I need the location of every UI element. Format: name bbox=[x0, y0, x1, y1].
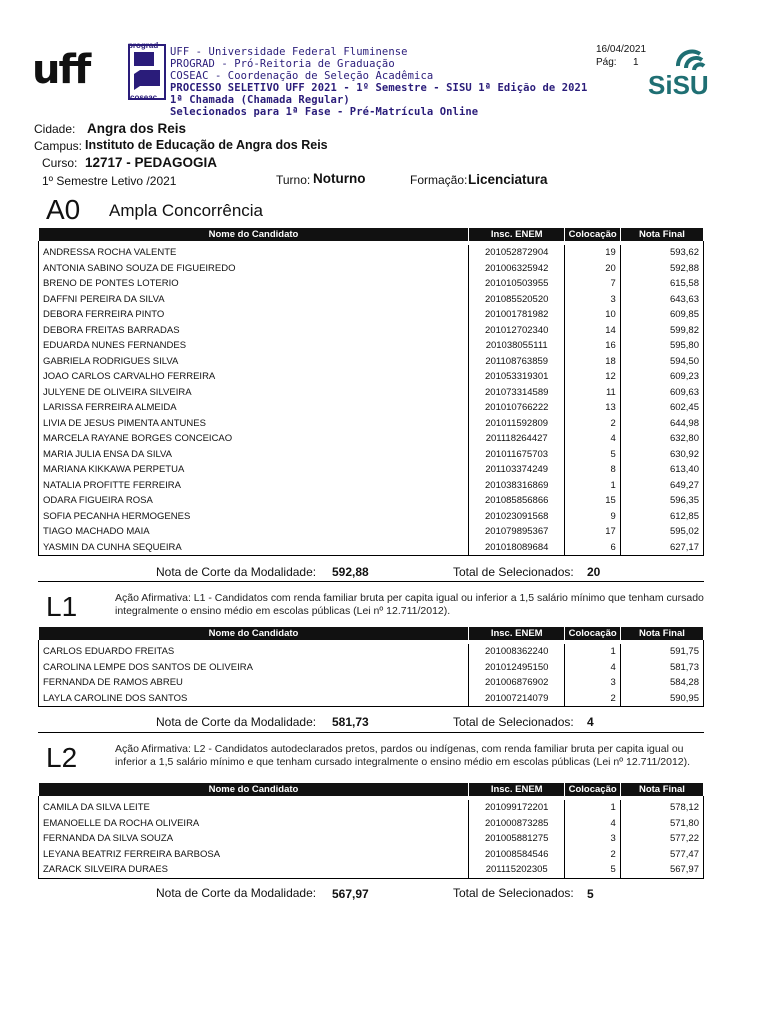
final-score: 577,22 bbox=[620, 831, 703, 847]
enem-inscription: 201079895367 bbox=[468, 524, 564, 540]
table-row bbox=[39, 447, 704, 463]
section-title-a0: Ampla Concorrência bbox=[109, 201, 264, 220]
candidate-name: EDUARDA NUNES FERNANDES bbox=[43, 340, 187, 351]
table-row bbox=[39, 245, 704, 261]
column-header-colocacao: Colocação bbox=[565, 627, 620, 641]
ranking-position: 4 bbox=[565, 431, 620, 447]
candidate-name: MARIANA KIKKAWA PERPETUA bbox=[43, 464, 185, 475]
section-title-l2: Ação Afirmativa: L2 - Candidatos autodeclarados pretos, pardos ou indígenas, com renda familiar bruta per capita igual ou inferior a 1,5 salário mínimo e que tenham cursado integralmente o ensino médio em escolas públicas (Lei nº 12.711/2012). bbox=[115, 743, 691, 768]
candidate-name: JOAO CARLOS CARVALHO FERREIRA bbox=[43, 371, 216, 382]
section-divider bbox=[38, 581, 704, 582]
enem-inscription: 201038055111 bbox=[468, 338, 564, 354]
enem-inscription: 201053319301 bbox=[468, 369, 564, 385]
total-value-l1: 4 bbox=[587, 715, 594, 729]
final-score: 595,02 bbox=[620, 524, 703, 540]
candidates-table-l2 bbox=[38, 782, 704, 879]
table-header-row bbox=[39, 783, 704, 797]
enem-inscription: 201010766222 bbox=[468, 400, 564, 416]
column-header-enem: Insc. ENEM bbox=[468, 228, 564, 242]
final-score: 592,88 bbox=[620, 261, 703, 277]
candidate-name: ODARA FIGUEIRA ROSA bbox=[43, 495, 153, 506]
enem-inscription: 201012702340 bbox=[468, 323, 564, 339]
ranking-position: 14 bbox=[565, 323, 620, 339]
ranking-position: 15 bbox=[565, 493, 620, 509]
final-score: 602,45 bbox=[620, 400, 703, 416]
table-row bbox=[39, 800, 704, 816]
candidate-name: GABRIELA RODRIGUES SILVA bbox=[43, 355, 179, 367]
total-label-l1: Total de Selecionados: bbox=[453, 715, 574, 729]
table-row bbox=[39, 385, 704, 401]
campus-label: Campus: bbox=[34, 139, 83, 153]
enem-inscription: 201006325942 bbox=[468, 261, 564, 277]
final-score: 609,63 bbox=[620, 385, 703, 401]
candidate-name: ANDRESSA ROCHA VALENTE bbox=[43, 247, 177, 258]
section-code-l2: L2 bbox=[46, 742, 78, 773]
ranking-position: 4 bbox=[565, 816, 620, 832]
curso-value: 12717 - PEDAGOGIA bbox=[85, 155, 218, 170]
section-title-l1: Ação Afirmativa: L1 - Candidatos com renda familiar bruta per capita igual ou inferior a 1,5 salário mínimo que tenham cursado integralmente o ensino médio em escolas públicas (Lei nº 12.711/2012). bbox=[115, 592, 704, 617]
nota-corte-label-l2: Nota de Corte da Modalidade: bbox=[156, 886, 317, 900]
ranking-position: 3 bbox=[565, 292, 620, 308]
enem-inscription: 201000873285 bbox=[468, 816, 564, 832]
candidate-name: TIAGO MACHADO MAIA bbox=[43, 526, 150, 537]
ranking-position: 2 bbox=[565, 691, 620, 707]
ranking-position: 5 bbox=[565, 447, 620, 463]
campus-value: Instituto de Educação de Angra dos Reis bbox=[85, 138, 328, 152]
header-line-selecionados: Selecionados para 1ª Fase - Pré-Matrícula Online bbox=[170, 106, 479, 118]
ranking-position: 11 bbox=[565, 385, 620, 401]
table-row bbox=[39, 675, 704, 691]
table-row bbox=[39, 292, 704, 308]
enem-inscription: 201008362240 bbox=[468, 644, 564, 660]
page-label: Pág: bbox=[596, 57, 617, 68]
ranking-position: 16 bbox=[565, 338, 620, 354]
final-score: 644,98 bbox=[620, 416, 703, 432]
header-line-coseac: COSEAC - Coordenação de Seleção Acadêmica bbox=[170, 70, 434, 82]
candidate-name: FERNANDA DA SILVA SOUZA bbox=[43, 833, 174, 844]
enem-inscription: 201085520520 bbox=[468, 292, 564, 308]
ranking-position: 2 bbox=[565, 847, 620, 863]
ranking-position: 5 bbox=[565, 862, 620, 878]
formacao-value: Licenciatura bbox=[468, 172, 548, 187]
sisu-arcs-icon bbox=[648, 44, 724, 96]
header-line-prograd: PROGRAD - Pró-Reitoria de Graduação bbox=[170, 58, 395, 70]
ranking-position: 19 bbox=[565, 245, 620, 261]
column-header-colocacao: Colocação bbox=[565, 228, 620, 242]
candidate-name: ANTONIA SABINO SOUZA DE FIGUEIREDO bbox=[43, 262, 236, 274]
final-score: 581,73 bbox=[620, 660, 703, 676]
final-score: 590,95 bbox=[620, 691, 703, 707]
table-header-row bbox=[39, 228, 704, 242]
table-row bbox=[39, 524, 704, 540]
candidate-name: JULYENE DE OLIVEIRA SILVEIRA bbox=[43, 386, 192, 398]
final-score: 649,27 bbox=[620, 478, 703, 494]
final-score: 632,80 bbox=[620, 431, 703, 447]
final-score: 596,35 bbox=[620, 493, 703, 509]
table-header-row bbox=[39, 627, 704, 641]
ranking-position: 1 bbox=[565, 478, 620, 494]
column-header-nota: Nota Final bbox=[620, 228, 703, 242]
candidate-name: DEBORA FERREIRA PINTO bbox=[43, 309, 165, 320]
table-row bbox=[39, 847, 704, 863]
column-header-nome: Nome do Candidato bbox=[39, 783, 469, 797]
final-score: 584,28 bbox=[620, 675, 703, 691]
column-header-nome: Nome do Candidato bbox=[39, 228, 469, 242]
column-header-nota: Nota Final bbox=[620, 783, 703, 797]
table-row bbox=[39, 261, 704, 277]
candidate-name: BRENO DE PONTES LOTERIO bbox=[43, 278, 179, 289]
ranking-position: 12 bbox=[565, 369, 620, 385]
ranking-position: 3 bbox=[565, 675, 620, 691]
candidate-name: LIVIA DE JESUS PIMENTA ANTUNES bbox=[43, 417, 206, 429]
table-row bbox=[39, 369, 704, 385]
section-code-l1: L1 bbox=[46, 591, 78, 622]
table-row bbox=[39, 431, 704, 447]
candidates-table-a0 bbox=[38, 227, 704, 556]
enem-inscription: 201118264427 bbox=[468, 431, 564, 447]
final-score: 593,62 bbox=[620, 245, 703, 261]
ranking-position: 3 bbox=[565, 831, 620, 847]
candidate-name: DEBORA FREITAS BARRADAS bbox=[43, 324, 180, 336]
table-row bbox=[39, 400, 704, 416]
candidate-name: MARIA JULIA ENSA DA SILVA bbox=[43, 448, 173, 460]
coseac-logo-label: coseac bbox=[130, 93, 158, 102]
candidate-name: CAMILA DA SILVA LEITE bbox=[43, 802, 150, 813]
enem-inscription: 201085856866 bbox=[468, 493, 564, 509]
final-score: 571,80 bbox=[620, 816, 703, 832]
total-value-a0: 20 bbox=[587, 565, 601, 579]
final-score: 591,75 bbox=[620, 644, 703, 660]
enem-inscription: 201073314589 bbox=[468, 385, 564, 401]
enem-inscription: 201006876902 bbox=[468, 675, 564, 691]
final-score: 609,85 bbox=[620, 307, 703, 323]
total-value-l2: 5 bbox=[587, 887, 594, 901]
candidate-name: LARISSA FERREIRA ALMEIDA bbox=[43, 402, 177, 413]
ranking-position: 20 bbox=[565, 261, 620, 277]
final-score: 609,23 bbox=[620, 369, 703, 385]
enem-inscription: 201018089684 bbox=[468, 540, 564, 556]
table-row bbox=[39, 691, 704, 707]
column-header-nota: Nota Final bbox=[620, 627, 703, 641]
enem-inscription: 201011675703 bbox=[468, 447, 564, 463]
enem-inscription: 201023091568 bbox=[468, 509, 564, 525]
final-score: 613,40 bbox=[620, 462, 703, 478]
prograd-logo bbox=[128, 44, 166, 100]
table-row bbox=[39, 323, 704, 339]
candidates-table-l1 bbox=[38, 626, 704, 707]
ranking-position: 8 bbox=[565, 462, 620, 478]
enem-inscription: 201001781982 bbox=[468, 307, 564, 323]
curso-label: Curso: bbox=[42, 156, 78, 170]
candidate-name: LEYANA BEATRIZ FERREIRA BARBOSA bbox=[43, 848, 221, 860]
table-row bbox=[39, 660, 704, 676]
ranking-position: 4 bbox=[565, 660, 620, 676]
enem-inscription: 201007214079 bbox=[468, 691, 564, 707]
header-line-processo: PROCESSO SELETIVO UFF 2021 - 1º Semestre - SISU 1ª Edição de 2021 bbox=[170, 82, 588, 94]
table-row bbox=[39, 338, 704, 354]
candidate-name: CARLOS EDUARDO FREITAS bbox=[43, 646, 175, 657]
table-row bbox=[39, 493, 704, 509]
semestre-letivo: 1º Semestre Letivo /2021 bbox=[42, 174, 177, 188]
enem-inscription: 201108763859 bbox=[468, 354, 564, 370]
candidate-name: EMANOELLE DA ROCHA OLIVEIRA bbox=[43, 817, 200, 829]
ranking-position: 2 bbox=[565, 416, 620, 432]
table-row bbox=[39, 862, 704, 878]
nota-corte-value-a0: 592,88 bbox=[332, 565, 369, 579]
table-row bbox=[39, 816, 704, 832]
uff-logo: uff bbox=[32, 47, 90, 93]
ranking-position: 9 bbox=[565, 509, 620, 525]
final-score: 578,12 bbox=[620, 800, 703, 816]
sisu-logo-text: SiSU bbox=[648, 70, 709, 96]
final-score: 615,58 bbox=[620, 276, 703, 292]
nota-corte-value-l1: 581,73 bbox=[332, 715, 369, 729]
column-header-enem: Insc. ENEM bbox=[468, 627, 564, 641]
table-row bbox=[39, 509, 704, 525]
enem-inscription: 201115202305 bbox=[468, 862, 564, 878]
column-header-colocacao: Colocação bbox=[565, 783, 620, 797]
nota-corte-value-l2: 567,97 bbox=[332, 887, 369, 901]
column-header-enem: Insc. ENEM bbox=[468, 783, 564, 797]
final-score: 577,47 bbox=[620, 847, 703, 863]
final-score: 595,80 bbox=[620, 338, 703, 354]
table-row bbox=[39, 540, 704, 556]
enem-inscription: 201011592809 bbox=[468, 416, 564, 432]
sisu-logo bbox=[648, 44, 724, 96]
enem-inscription: 201052872904 bbox=[468, 245, 564, 261]
enem-inscription: 201012495150 bbox=[468, 660, 564, 676]
enem-inscription: 201103374249 bbox=[468, 462, 564, 478]
ranking-position: 7 bbox=[565, 276, 620, 292]
candidate-name: ZARACK SILVEIRA DURAES bbox=[43, 864, 168, 875]
ranking-position: 10 bbox=[565, 307, 620, 323]
table-row bbox=[39, 416, 704, 432]
ranking-position: 6 bbox=[565, 540, 620, 556]
candidate-name: FERNANDA DE RAMOS ABREU bbox=[43, 677, 183, 688]
candidate-name: SOFIA PECANHA HERMOGENES bbox=[43, 510, 191, 522]
column-header-nome: Nome do Candidato bbox=[39, 627, 469, 641]
ranking-position: 1 bbox=[565, 644, 620, 660]
nota-corte-label-a0: Nota de Corte da Modalidade: bbox=[156, 565, 317, 579]
enem-inscription: 201099172201 bbox=[468, 800, 564, 816]
page-number: 1 bbox=[633, 57, 639, 68]
candidate-name: CAROLINA LEMPE DOS SANTOS DE OLIVEIRA bbox=[43, 661, 253, 673]
enem-inscription: 201008584546 bbox=[468, 847, 564, 863]
ranking-position: 13 bbox=[565, 400, 620, 416]
enem-inscription: 201005881275 bbox=[468, 831, 564, 847]
table-row bbox=[39, 462, 704, 478]
candidate-name: MARCELA RAYANE BORGES CONCEICAO bbox=[43, 433, 233, 444]
section-divider bbox=[38, 732, 704, 733]
ranking-position: 1 bbox=[565, 800, 620, 816]
section-code-a0: A0 bbox=[46, 194, 81, 225]
table-row bbox=[39, 644, 704, 660]
total-label-a0: Total de Selecionados: bbox=[453, 565, 574, 579]
candidate-name: YASMIN DA CUNHA SEQUEIRA bbox=[43, 541, 182, 553]
prograd-logo-label: prograd bbox=[128, 41, 159, 50]
table-row bbox=[39, 831, 704, 847]
candidate-name: DAFFNI PEREIRA DA SILVA bbox=[43, 293, 165, 305]
final-score: 567,97 bbox=[620, 862, 703, 878]
total-label-l2: Total de Selecionados: bbox=[453, 886, 574, 900]
final-score: 612,85 bbox=[620, 509, 703, 525]
header-line-chamada: 1ª Chamada (Chamada Regular) bbox=[170, 94, 350, 106]
cidade-label: Cidade: bbox=[34, 122, 76, 136]
ranking-position: 17 bbox=[565, 524, 620, 540]
candidate-name: LAYLA CAROLINE DOS SANTOS bbox=[43, 692, 188, 704]
header-line-uff: UFF - Universidade Federal Fluminense bbox=[170, 46, 408, 58]
enem-inscription: 201038316869 bbox=[468, 478, 564, 494]
table-row bbox=[39, 478, 704, 494]
turno-label: Turno: bbox=[276, 173, 311, 187]
turno-value: Noturno bbox=[313, 171, 366, 186]
final-score: 594,50 bbox=[620, 354, 703, 370]
table-row bbox=[39, 276, 704, 292]
formacao-label: Formação: bbox=[410, 173, 468, 187]
ranking-position: 18 bbox=[565, 354, 620, 370]
table-row bbox=[39, 307, 704, 323]
document-date: 16/04/2021 bbox=[596, 44, 647, 55]
final-score: 599,82 bbox=[620, 323, 703, 339]
nota-corte-label-l1: Nota de Corte da Modalidade: bbox=[156, 715, 317, 729]
prograd-emblem-icon bbox=[130, 46, 164, 98]
final-score: 630,92 bbox=[620, 447, 703, 463]
table-row bbox=[39, 354, 704, 370]
enem-inscription: 201010503955 bbox=[468, 276, 564, 292]
candidate-name: NATALIA PROFITTE FERREIRA bbox=[43, 479, 181, 491]
final-score: 643,63 bbox=[620, 292, 703, 308]
final-score: 627,17 bbox=[620, 540, 703, 556]
cidade-value: Angra dos Reis bbox=[87, 121, 187, 136]
